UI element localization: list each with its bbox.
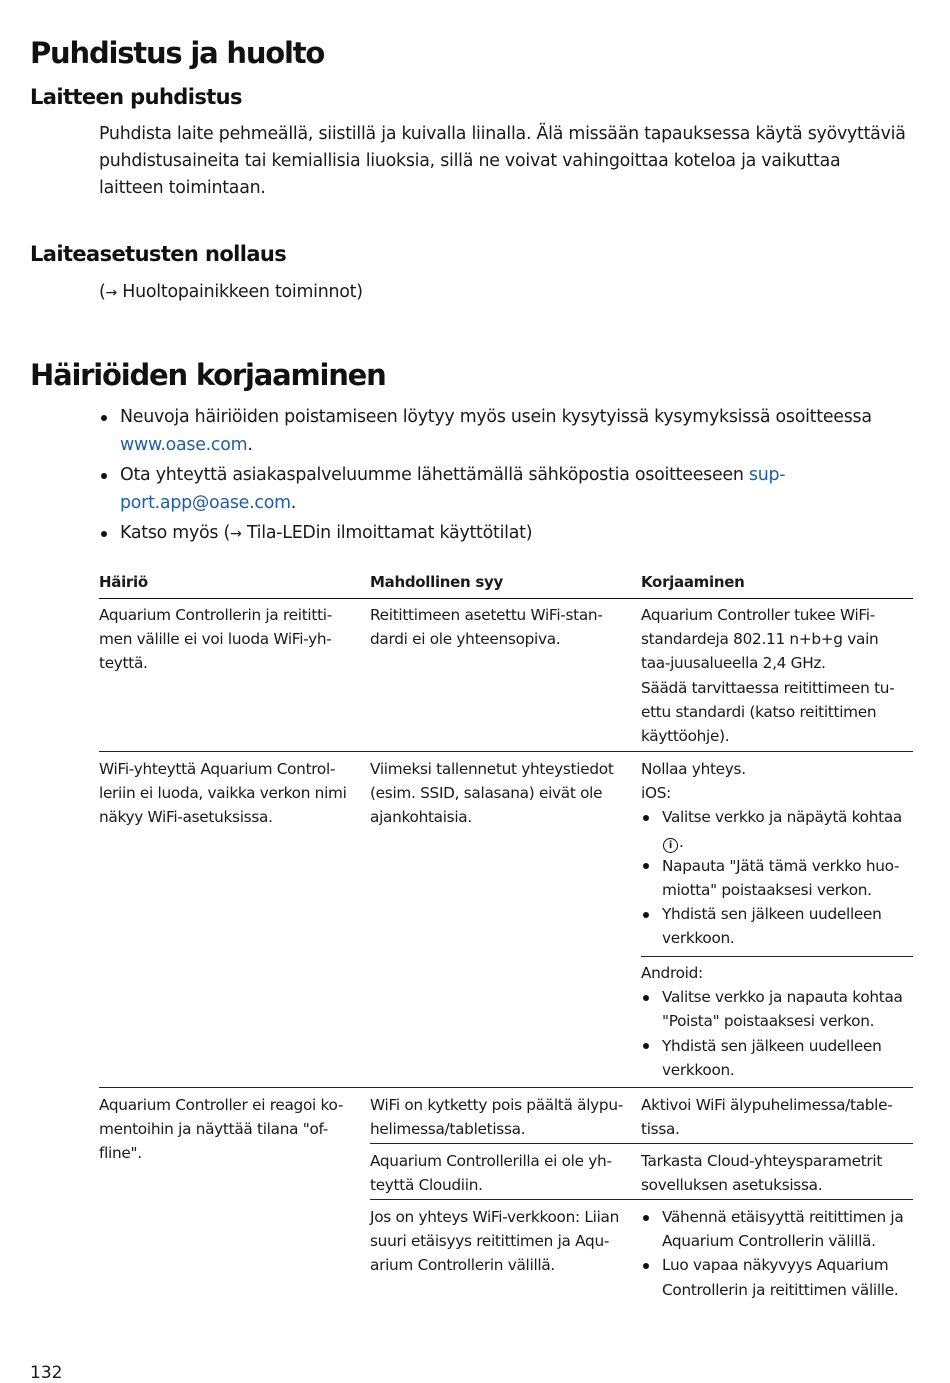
row3-cause-b: Aquarium Controllerilla ei ole yh-teyttä Cloudiin. — [370, 1152, 612, 1195]
row3-a-divider — [370, 1143, 913, 1144]
tip-faq-text: Neuvoja häiriöiden poistamiseen löytyy myös usein kysytyissä kysymyksissä osoitteessa — [120, 407, 872, 427]
row3-cause-c: Jos on yhteys WiFi-verkkoon: Liian suuri etäisyys reitittimen ja Aqu-arium Controllerin välillä. — [370, 1208, 619, 1275]
row2-ios-steps — [641, 805, 903, 950]
row3-cause-a: WiFi on kytketty pois päältä älypu-helimessa/tabletissa. — [370, 1096, 623, 1139]
list-item: Vähennä etäisyyttä reitittimen ja Aquarium Controllerin välillä. — [641, 1205, 913, 1253]
list-item: Luo vapaa näkyvyys Aquarium Controllerin ja reitittimen välille. — [641, 1253, 913, 1301]
row1-fix-line2: Säädä tarvittaessa reitittimeen tu-ettu standardi (katso reitittimen käyttöohje). — [641, 678, 895, 746]
tip-led-open: Katso myös ( — [120, 523, 231, 543]
row2-fix-android — [641, 961, 903, 1082]
page-title: Puhdistus ja huolto — [30, 36, 325, 70]
list-item: Yhdistä sen jälkeen uudelleen verkkoon. — [641, 1034, 903, 1082]
tip-email-text: Ota yhteyttä asiakaspalveluumme lähettämällä sähköpostia osoitteeseen — [120, 465, 749, 485]
reset-ref-open: ( — [99, 282, 106, 302]
list-item — [641, 805, 903, 853]
troubleshooting-title: Häiriöiden korjaaminen — [30, 358, 386, 392]
device-cleaning-heading: Laitteen puhdistus — [30, 85, 242, 109]
reset-heading: Laiteasetusten nollaus — [30, 242, 287, 266]
row2-ios-divider — [641, 956, 913, 957]
header-divider — [99, 598, 913, 599]
row2-android-label: Android: — [641, 964, 703, 982]
row2-android-steps — [641, 985, 903, 1082]
row1-cause: Reitittimeen asetettu WiFi-stan-dardi ei ole yhteensopiva. — [370, 606, 603, 649]
row3-fix-a: Aktivoi WiFi älypuhelimessa/table-tissa. — [641, 1096, 893, 1139]
col-header-cause: Mahdollinen syy — [370, 573, 503, 591]
row1-divider — [99, 751, 913, 752]
tip-faq — [99, 404, 899, 459]
list-item: Yhdistä sen jälkeen uudelleen verkkoon. — [641, 902, 903, 950]
row3-fix-c — [641, 1205, 913, 1302]
row3-fault: Aquarium Controller ei reagoi ko-mentoihin ja näyttää tilana "of-fline". — [99, 1096, 344, 1163]
ios-step1-end: . — [679, 832, 684, 851]
arrow-icon: → — [230, 526, 242, 542]
row2-fix-intro: Nollaa yhteys. — [641, 760, 746, 778]
row2-fix-ios — [641, 757, 903, 951]
row2-fault: WiFi-yhteyttä Aquarium Control-leriin ei luoda, vaikka verkon nimi näkyy WiFi-asetuksissa. — [99, 760, 347, 827]
row1-fault: Aquarium Controllerin ja reititti-men välille ei voi luoda WiFi-yh-teyttä. — [99, 606, 332, 673]
support-email-link[interactable]: sup-port.app@oase.com — [120, 465, 786, 513]
info-icon: i — [663, 838, 678, 853]
ios-step1-text: Valitse verkko ja näpäytä kohtaa — [662, 808, 902, 827]
col-header-fix: Korjaaminen — [641, 573, 745, 591]
oase-website-link[interactable]: www.oase.com — [120, 434, 248, 455]
list-item: Napauta "Jätä tämä verkko huo-miotta" poistaaksesi verkon. — [641, 854, 903, 902]
tip-email — [99, 462, 899, 517]
row2-ios-label: iOS: — [641, 784, 671, 803]
arrow-icon: → — [105, 285, 118, 301]
row3-fix-b: Tarkasta Cloud-yhteysparametrit sovelluksen asetuksissa. — [641, 1152, 883, 1195]
col-header-fault: Häiriö — [99, 573, 148, 591]
row2-cause: Viimeksi tallennetut yhteystiedot (esim. SSID, salasana) eivät ole ajankohtaisia. — [370, 760, 614, 827]
tip-led-text: Tila-LEDin ilmoittamat käyttötilat) — [241, 523, 533, 543]
reset-reference[interactable] — [99, 279, 909, 307]
row3-fix-c-steps — [641, 1205, 913, 1302]
row2-divider — [99, 1087, 913, 1088]
page-number: 132 — [30, 1363, 63, 1383]
tip-email-end: . — [290, 492, 297, 513]
reset-ref-text: Huoltopainikkeen toiminnot) — [117, 282, 363, 302]
troubleshooting-tips — [99, 404, 899, 552]
tip-led-reference[interactable] — [99, 520, 899, 549]
list-item: Valitse verkko ja napauta kohtaa "Poista" poistaaksesi verkon. — [641, 985, 903, 1033]
row1-fix-line1: Aquarium Controller tukee WiFi-standardeja 802.11 n+b+g vain taa-juusalueella 2,4 GHz. — [641, 606, 879, 673]
device-cleaning-text: Puhdista laite pehmeällä, siistillä ja kuivalla liinalla. Älä missään tapauksessa käytä syövyttäviä puhdistusaineita tai kemiallisia liuoksia, sillä ne voivat vahingoittaa koteloa ja vaikuttaa laitteen toimintaan. — [99, 124, 906, 198]
tip-faq-end: . — [247, 434, 253, 455]
row1-fix — [641, 603, 903, 748]
row3-b-divider — [370, 1199, 913, 1200]
